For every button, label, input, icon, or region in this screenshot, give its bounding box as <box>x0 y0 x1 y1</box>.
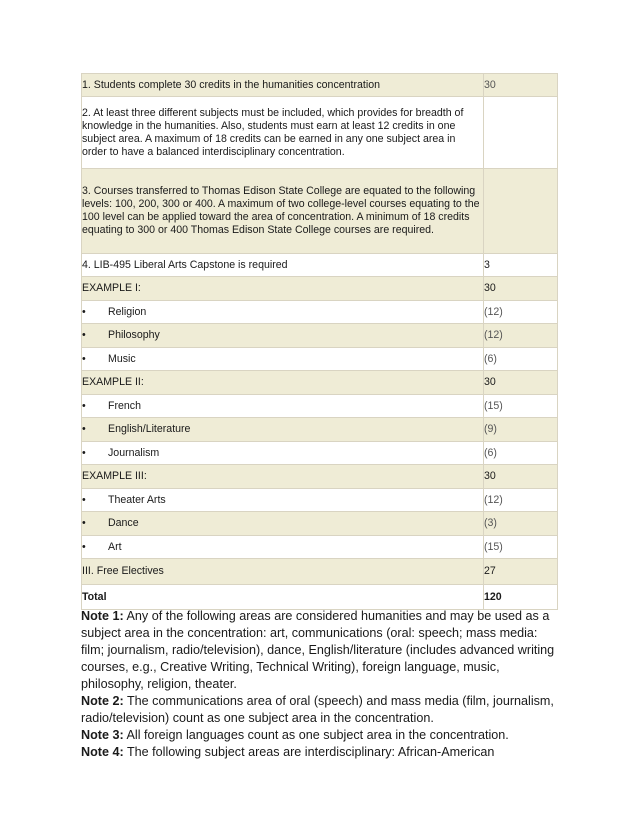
subject-name: Theater Arts <box>108 493 166 506</box>
bullet: • <box>82 446 86 459</box>
bullet: • <box>82 399 86 412</box>
example-3-label: EXAMPLE III: <box>82 465 484 489</box>
note-4-label: Note 4: <box>81 745 124 759</box>
example-header-row <box>82 277 558 301</box>
subject-credits: (3) <box>484 512 558 536</box>
free-electives-label: III. Free Electives <box>82 559 484 585</box>
bullet: • <box>82 305 86 318</box>
example-header-row <box>82 465 558 489</box>
total-label: Total <box>82 585 484 610</box>
subject-credits: (12) <box>484 301 558 324</box>
table-row <box>82 74 558 97</box>
subject-name: English/Literature <box>108 423 191 435</box>
table-row <box>82 395 558 418</box>
table-row <box>82 348 558 371</box>
table-row <box>82 536 558 559</box>
example-header-row <box>82 371 558 395</box>
note-2-label: Note 2: <box>81 694 124 708</box>
subject-credits: (12) <box>484 489 558 512</box>
subject-name: Art <box>108 540 122 553</box>
bullet: • <box>82 493 86 506</box>
note-3-text: All foreign languages count as one subject area in the concentration. <box>123 728 509 742</box>
example-2-value: 30 <box>484 371 558 395</box>
table-row <box>82 97 558 169</box>
free-electives-value: 27 <box>484 559 558 585</box>
table-row <box>82 169 558 254</box>
subject-credits: (15) <box>484 395 558 418</box>
free-electives-row <box>82 559 558 585</box>
subject-credits: (12) <box>484 324 558 348</box>
note-1-label: Note 1: <box>81 609 124 623</box>
bullet: • <box>82 517 86 529</box>
table-row <box>82 442 558 465</box>
bullet: • <box>82 423 86 435</box>
subject-credits: (6) <box>484 442 558 465</box>
notes-section <box>81 608 561 761</box>
note-4-text: The following subject areas are interdisciplinary: African-American <box>123 745 495 759</box>
subject-name: Dance <box>108 517 139 529</box>
subject-name: French <box>108 399 141 412</box>
subject-name: Music <box>108 352 136 365</box>
note-2 <box>81 693 561 727</box>
example-3-value: 30 <box>484 465 558 489</box>
rule-2-text: 2. At least three different subjects must be included, which provides for breadth of knowledge in the humanities. Also, students must earn at least 12 credits in one subject area. A maximum of 18 credits can be earned in any one subject area in order to have a balanced interdisciplinary concentration. <box>82 97 484 169</box>
note-1-text: Any of the following areas are considered humanities and may be used as a subject area in the concentration: art, communications (oral: speech; mass media: film; journalism, radio/television), dance, English/literature (includes advanced writing courses, e.g., Creative Writing, Technical Writing), foreign language, music, philosophy, religion, theater. <box>81 609 555 691</box>
subject-name: Philosophy <box>108 329 160 341</box>
bullet: • <box>82 352 86 365</box>
rule-3-text: 3. Courses transferred to Thomas Edison State College are equated to the following levels: 100, 200, 300 or 400. A maximum of two college-level courses equating to the 100 level can be applied toward the area of concentration. A minimum of 18 credits equating to 300 or 400 Thomas Edison State College courses are required. <box>82 169 484 254</box>
subject-credits: (6) <box>484 348 558 371</box>
table-row <box>82 324 558 348</box>
rule-4-text: 4. LIB-495 Liberal Arts Capstone is required <box>82 254 484 277</box>
bullet: • <box>82 540 86 553</box>
note-3 <box>81 727 561 744</box>
total-row <box>82 585 558 610</box>
table-row <box>82 301 558 324</box>
bullet: • <box>82 329 86 341</box>
total-value: 120 <box>484 585 558 610</box>
note-3-label: Note 3: <box>81 728 124 742</box>
note-2-text: The communications area of oral (speech) and mass media (film, journalism, radio/television) count as one subject area in the concentration. <box>81 694 554 725</box>
example-1-value: 30 <box>484 277 558 301</box>
rule-1-text: 1. Students complete 30 credits in the humanities concentration <box>82 74 484 97</box>
note-1 <box>81 608 561 693</box>
table-row <box>82 418 558 442</box>
example-1-label: EXAMPLE I: <box>82 277 484 301</box>
table-row <box>82 512 558 536</box>
rule-1-value: 30 <box>484 74 558 97</box>
note-4 <box>81 744 561 761</box>
concentration-table <box>81 73 558 610</box>
example-2-label: EXAMPLE II: <box>82 371 484 395</box>
rule-2-value <box>484 97 558 169</box>
subject-credits: (15) <box>484 536 558 559</box>
rule-3-value <box>484 169 558 254</box>
subject-name: Journalism <box>108 446 160 459</box>
table-row <box>82 254 558 277</box>
rule-4-value: 3 <box>484 254 558 277</box>
table-row <box>82 489 558 512</box>
subject-name: Religion <box>108 305 147 318</box>
subject-credits: (9) <box>484 418 558 442</box>
